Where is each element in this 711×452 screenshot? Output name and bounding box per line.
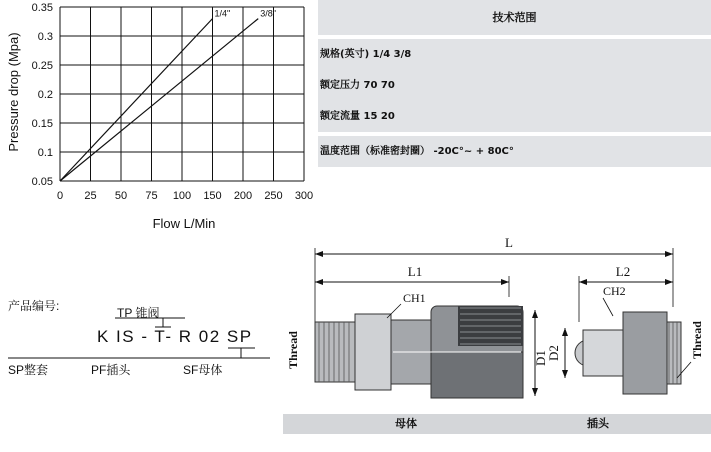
caption-female-body: 母体 [395,417,417,430]
spec-title: 技术范围 [318,0,711,35]
label-thread-right: Thread [690,321,704,359]
part-caption-bar [283,414,711,434]
x-tick-label: 100 [172,190,192,202]
model-heading: 产品编号: [8,299,60,313]
dim-label-L: L [505,235,513,250]
model-note-pf: PF插头 [91,363,131,377]
spec-row-flow: 额定流量 15 20 [318,101,711,132]
pressure-drop-chart [0,0,320,235]
dim-label-D1: D1 [533,350,548,366]
label-ch2: CH2 [603,284,626,298]
dim-label-L2: L2 [615,264,631,279]
knurl-texture [458,306,523,346]
dim-label-L1: L1 [407,264,423,279]
chart-series [60,19,258,181]
female-body [315,306,523,398]
model-code: K IS - T- R 02 SP [97,327,253,346]
series-labels [215,9,276,19]
model-note-tp: TP 锥阀 [117,306,160,320]
x-tick-label: 200 [233,190,253,202]
y-tick-labels [32,2,53,188]
y-tick-label: 0.3 [37,31,53,43]
caption-male-plug: 插头 [587,417,609,430]
series-line [60,19,258,181]
series-label: 1/4" [214,8,231,19]
x-axis-label: Flow L/Min [152,216,216,231]
x-tick-label: 150 [203,190,222,202]
x-tick-labels [57,190,313,202]
coupling-diagram [283,232,711,414]
x-tick-label: 75 [145,190,158,202]
y-tick-label: 0.25 [31,60,53,72]
spec-table [318,0,711,170]
spec-row-pressure: 额定压力 70 70 [318,70,711,101]
dim-label-D2: D2 [546,345,561,361]
model-note-sf: SF母体 [183,363,223,377]
model-note-sp: SP整套 [8,363,49,377]
y-tick-label: 0.15 [31,118,53,130]
spec-row-temperature: 温度范围（标准密封圈） -20C°~ + 80C° [318,136,711,167]
y-tick-label: 0.05 [31,176,53,188]
y-axis-label: Pressure drop (Mpa) [6,32,21,152]
model-code-lines [0,310,283,370]
spec-row-size: 规格(英寸) 1/4 3/8 [318,39,711,70]
x-tick-label: 250 [264,190,283,202]
x-tick-label: 0 [56,190,64,202]
series-line [60,19,213,181]
x-tick-label: 300 [294,190,314,202]
y-tick-label: 0.1 [37,147,53,159]
x-tick-label: 50 [114,190,128,202]
label-ch1: CH1 [403,291,426,305]
series-label: 3/8" [260,8,276,19]
y-tick-label: 0.35 [31,2,53,14]
y-tick-label: 0.2 [37,89,53,101]
x-tick-label: 25 [84,190,97,202]
chart-grid [60,7,304,181]
male-plug [575,312,681,394]
label-thread-left: Thread [286,331,300,369]
